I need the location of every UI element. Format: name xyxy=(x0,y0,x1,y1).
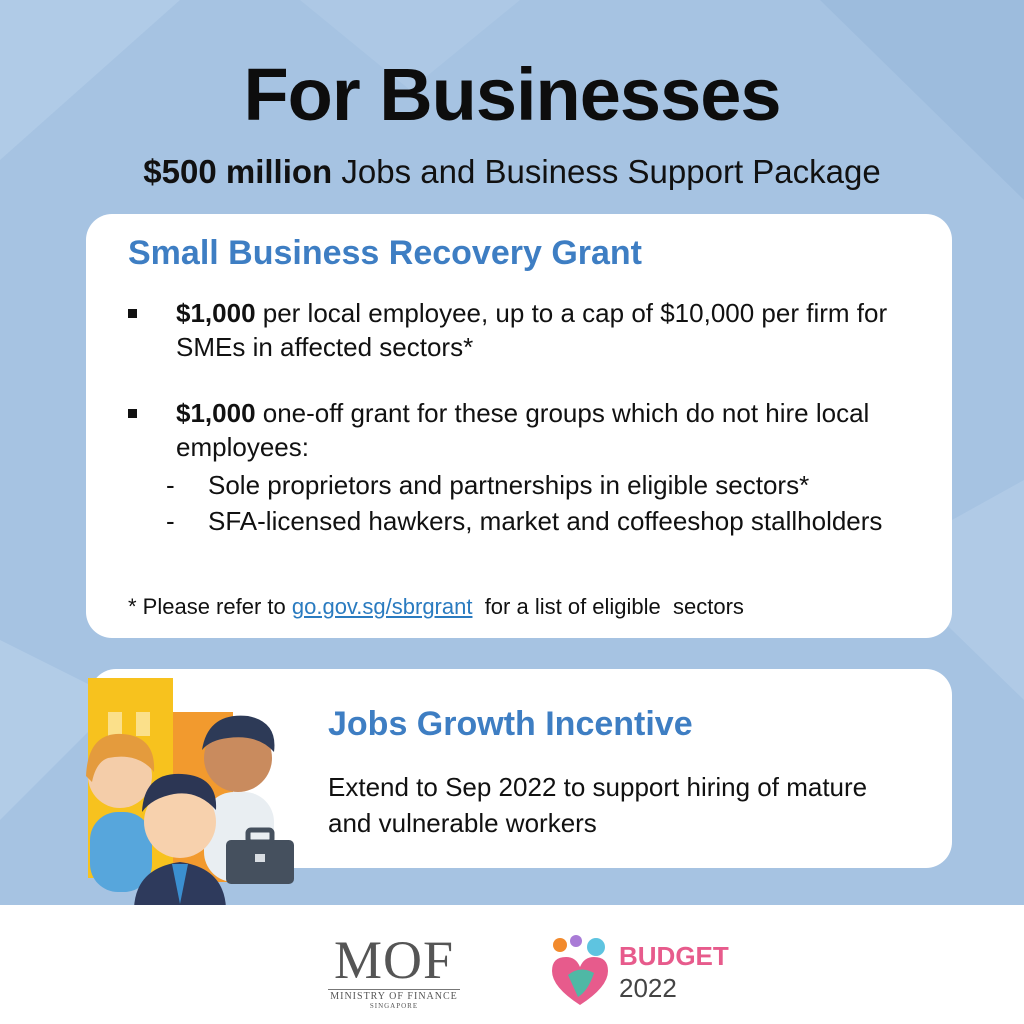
mof-logo-line1: MINISTRY OF FINANCE xyxy=(328,989,460,1002)
budget-heart-logo xyxy=(548,935,612,1007)
people-illustration xyxy=(78,672,328,908)
subtitle-text: Jobs and Business Support Package xyxy=(332,153,881,190)
budget-label: BUDGET xyxy=(619,941,729,971)
sbrg-sub-item-2 xyxy=(166,504,886,538)
subtitle-amount: $500 million xyxy=(143,153,333,190)
bullet-1-text: per local employee, up to a cap of $10,000 per firm for SMEs in affected sectors* xyxy=(176,298,888,362)
sbrg-sub-item-1 xyxy=(166,468,886,502)
page-header xyxy=(0,50,1024,192)
mof-logo-line2: SINGAPORE xyxy=(369,1002,419,1010)
budget-year: 2022 xyxy=(619,973,677,1003)
bullet-1-amount: $1,000 xyxy=(176,298,256,328)
jgi-title: Jobs Growth Incentive xyxy=(328,705,693,743)
bullet-2-text: one-off grant for these groups which do not hire local employees: xyxy=(176,398,870,462)
bullet-square-icon xyxy=(128,409,137,418)
sbrg-bullet-1 xyxy=(128,296,928,364)
sbrg-link[interactable]: go.gov.sg/sbrgrant xyxy=(291,594,473,619)
jgi-description: Extend to Sep 2022 to support hiring of mature and vulnerable workers xyxy=(328,772,868,838)
mof-logo xyxy=(328,930,460,1010)
sub-item-text: Sole proprietors and partnerships in eligible sectors* xyxy=(208,470,810,500)
bullet-2-amount: $1,000 xyxy=(176,398,256,428)
sbrg-title: Small Business Recovery Grant xyxy=(128,234,643,272)
page-title: For Businesses xyxy=(243,53,781,136)
page-subtitle xyxy=(0,152,1024,192)
dash-marker: - xyxy=(166,506,175,536)
bullet-square-icon xyxy=(128,309,137,318)
sbrg-footnote xyxy=(128,594,744,620)
mof-logo-text: MOF xyxy=(333,930,455,990)
sbrg-bullet-2 xyxy=(128,396,928,464)
sbrg-card xyxy=(86,214,952,638)
note-suffix: for a list of eligible sectors xyxy=(472,594,744,619)
footer xyxy=(0,905,1024,1024)
note-prefix: * Please refer to xyxy=(128,594,292,619)
dash-marker: - xyxy=(166,470,175,500)
sub-item-text: SFA-licensed hawkers, market and coffeeshop stallholders xyxy=(208,506,883,536)
